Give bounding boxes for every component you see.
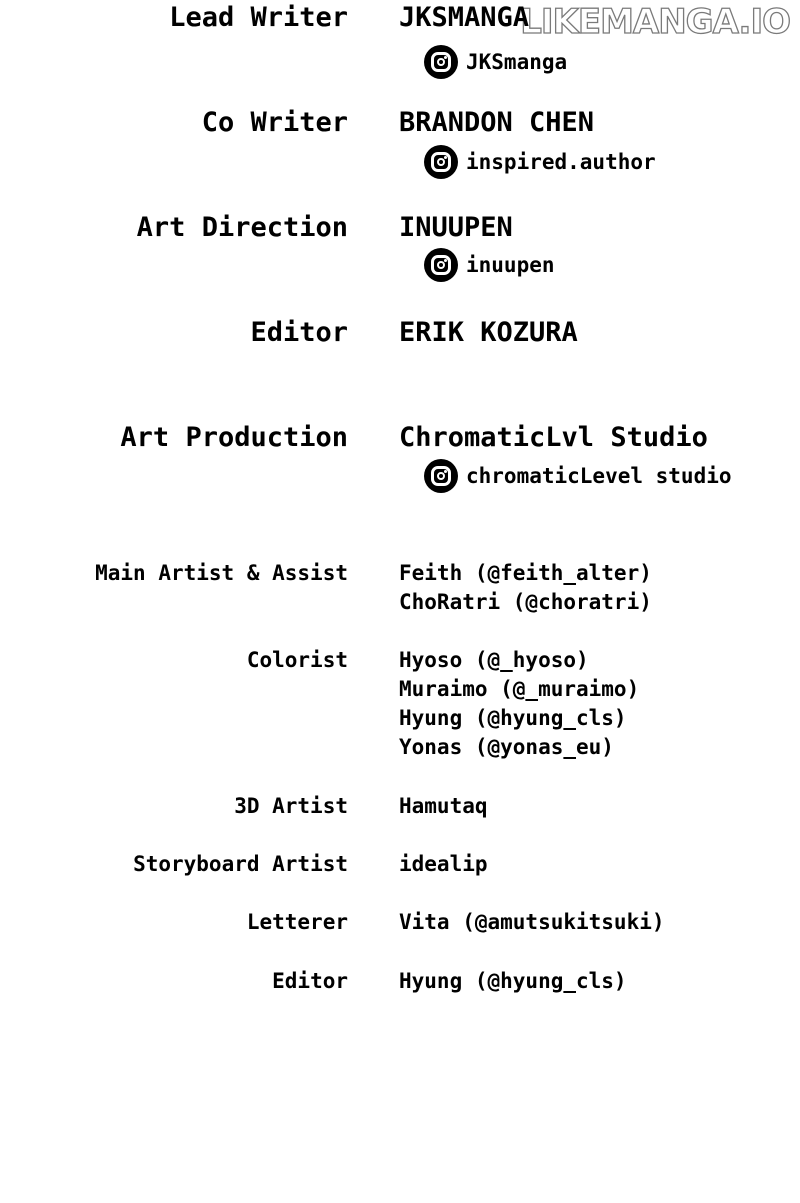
art-direction-handle: inuupen: [466, 253, 555, 277]
co-writer-role: Co Writer: [201, 107, 348, 138]
art-production-role: Art Production: [120, 422, 348, 453]
colorist-name-2: Muraimo (@_muraimo): [399, 677, 640, 701]
lead-writer-instagram[interactable]: [424, 45, 567, 79]
co-writer-name: BRANDON CHEN: [399, 107, 595, 138]
3d-artist-role: 3D Artist: [234, 794, 348, 818]
co-writer-handle: inspired.author: [466, 150, 656, 174]
letterer-role: Letterer: [246, 910, 348, 934]
instagram-icon: [424, 248, 458, 282]
colorist-name-4: Yonas (@yonas_eu): [399, 735, 614, 759]
art-direction-instagram[interactable]: [424, 248, 555, 282]
art-production-instagram[interactable]: [424, 459, 732, 493]
co-writer-instagram[interactable]: [424, 145, 656, 179]
colorist-name-1: Hyoso (@_hyoso): [399, 648, 589, 672]
editor-name: ERIK KOZURA: [399, 317, 578, 348]
instagram-icon: [424, 145, 458, 179]
lead-writer-role: Lead Writer: [169, 2, 348, 33]
colorist-role: Colorist: [246, 648, 348, 672]
lead-writer-name: JKSMANGA: [399, 2, 530, 33]
3d-artist-name: Hamutaq: [399, 794, 488, 818]
lead-writer-handle: JKSmanga: [466, 50, 568, 74]
main-artist-name-1: Feith (@feith_alter): [399, 561, 652, 585]
studio-editor-role: Editor: [272, 969, 348, 993]
studio-editor-name: Hyung (@hyung_cls): [399, 969, 627, 993]
editor-role: Editor: [250, 317, 348, 348]
main-artist-role: Main Artist & Assist: [95, 561, 348, 585]
instagram-icon: [424, 459, 458, 493]
art-direction-name: INUUPEN: [399, 212, 513, 243]
art-direction-role: Art Direction: [136, 212, 348, 243]
colorist-name-3: Hyung (@hyung_cls): [399, 706, 627, 730]
instagram-icon: [424, 45, 458, 79]
site-watermark: LIKEMANGA.IO: [520, 2, 790, 42]
letterer-name: Vita (@amutsukitsuki): [399, 910, 665, 934]
art-production-handle: chromaticLevel studio: [466, 464, 732, 488]
storyboard-artist-role: Storyboard Artist: [133, 852, 348, 876]
main-artist-name-2: ChoRatri (@choratri): [399, 590, 652, 614]
art-production-name: ChromaticLvl Studio: [399, 422, 708, 453]
storyboard-artist-name: idealip: [399, 852, 488, 876]
